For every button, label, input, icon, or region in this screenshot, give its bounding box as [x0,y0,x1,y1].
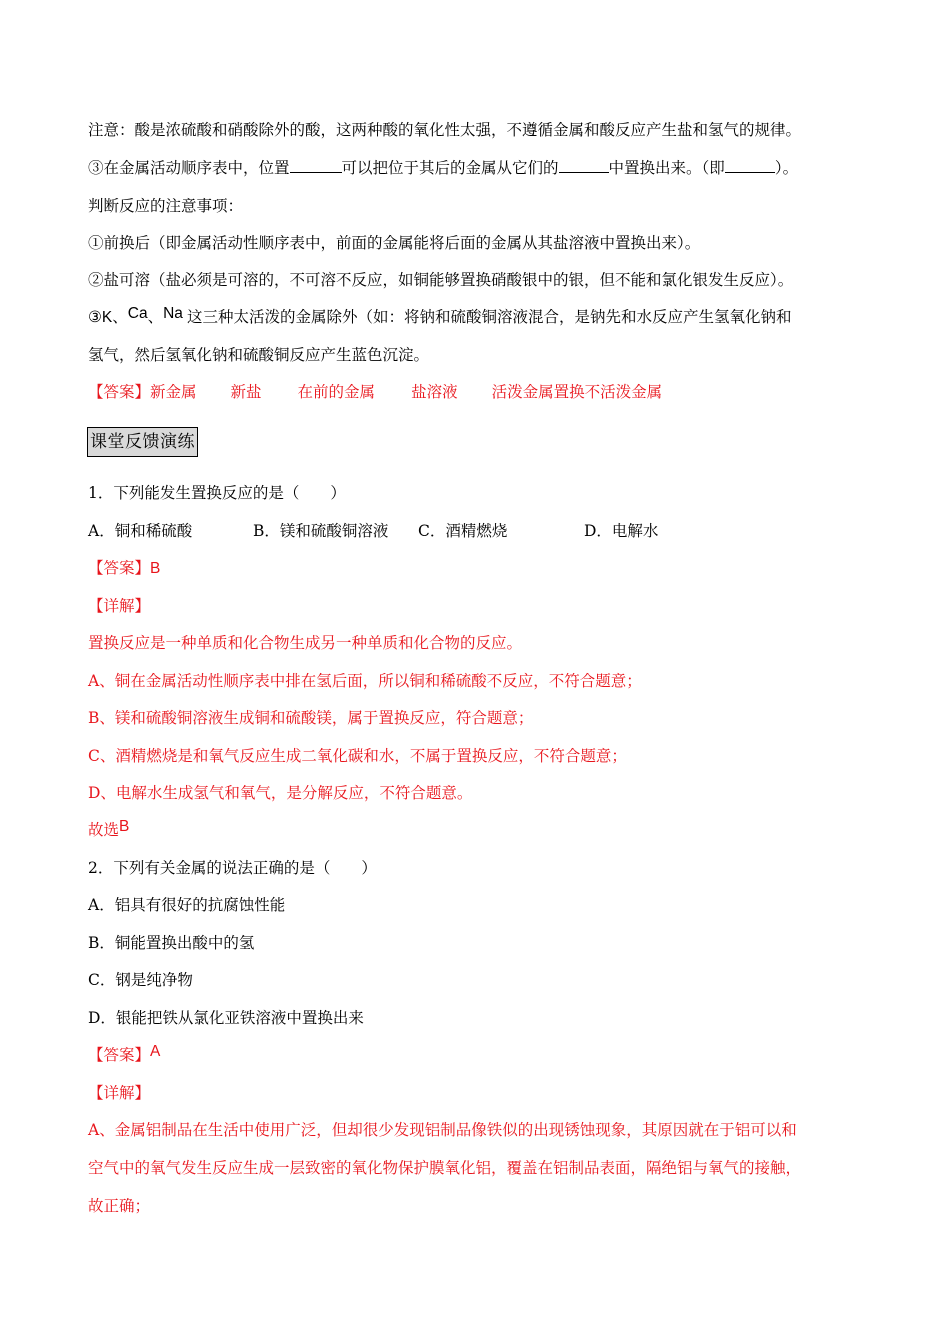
question-2-answer [88,1045,160,1066]
option-a: A．铜和稀硫酸 [88,522,193,540]
rule-3-text-3: 中置换出来。（即 [608,159,725,177]
circled-number: ③ [88,308,102,326]
judge-item-2: ②盐可溶（盐必须是可溶的，不可溶不反应，如铜能够置换硝酸银中的银，但不能和氯化银发生反应）。 [88,271,794,289]
fill-blank-3 [725,158,775,173]
rule-3-text-2: 可以把位于其后的金属从它们的 [341,159,559,177]
question-1-detail-line: B、镁和硫酸铜溶液生成铜和硫酸镁，属于置换反应，符合题意； [88,709,534,727]
question-1-stem: 1．下列能发生置换反应的是（ ） [88,484,346,502]
answer-tag: 【答案】 [88,383,151,401]
question-1-detail-tag: 【详解】 [88,597,151,615]
question-2-detail-line: 故正确； [88,1197,151,1215]
question-2-option-c: C．钢是纯净物 [88,971,193,989]
question-1-conclusion [88,820,129,841]
separator: 、 [112,308,128,326]
answer-letter: B [150,560,161,577]
element-ca: Ca [127,305,148,322]
answer-3: 在前的金属 [297,383,376,401]
question-2-detail-tag: 【详解】 [88,1084,151,1102]
fill-blank-2 [559,158,609,173]
element-na: Na [163,305,183,322]
answer-4: 盐溶液 [411,383,458,401]
question-1-detail-line: 置换反应是一种单质和化合物生成另一种单质和化合物的反应。 [88,634,523,652]
answer-tag: 【答案】 [88,559,151,577]
answer-5: 活泼金属置换不活泼金属 [491,383,663,401]
answer-tag: 【答案】 [88,1046,151,1064]
rule-3-line [88,158,798,178]
fill-blank-1 [290,158,342,173]
answer-1: 新金属 [150,383,197,401]
rule-3-text-4: ）。 [774,159,799,177]
rule-3-text-1: 在金属活动顺序表中，位置 [103,159,290,177]
section-title: 课堂反馈演练 [87,427,198,457]
answer-line [88,382,662,402]
question-1-detail-line: C、酒精燃烧是和氧气反应生成二氧化碳和水，不属于置换反应，不符合题意； [88,747,627,765]
question-1-detail-line: A、铜在金属活动性顺序表中排在氢后面，所以铜和稀硫酸不反应，不符合题意； [88,672,642,690]
answer-2: 新盐 [230,383,262,401]
option-b: B．镁和硫酸铜溶液 [253,522,389,540]
element-k: K [101,309,113,326]
question-2-stem: 2．下列有关金属的说法正确的是（ ） [88,859,377,877]
answer-letter: A [150,1043,161,1060]
judge-title: 判断反应的注意事项： [88,197,244,215]
question-2-option-a: A．铝具有很好的抗腐蚀性能 [88,896,286,914]
conclusion-text: 故选 [88,821,120,839]
circled-number: ③ [88,159,104,177]
conclusion-letter: B [119,818,130,835]
question-2-detail-line: 空气中的氧气发生反应生成一层致密的氧化物保护膜氧化铝，覆盖在铝制品表面，隔绝铝与氧气的接触， [88,1159,802,1177]
note-paragraph: 注意：酸是浓硫酸和硝酸除外的酸，这两种酸的氧化性太强，不遵循金属和酸反应产生盐和氢气的规律。 [88,121,802,139]
question-2-option-d: D．银能把铁从氯化亚铁溶液中置换出来 [88,1009,364,1027]
separator: 、 [147,308,164,326]
judge-item-3 [88,307,791,328]
option-c: C．酒精燃烧 [418,522,508,540]
question-2-option-b: B．铜能置换出酸中的氢 [88,934,255,952]
question-2-detail-line: A、金属铝制品在生活中使用广泛，但却很少发现铝制品像铁似的出现锈蚀现象，其原因就在于铝可以和 [88,1121,797,1139]
question-1-answer [88,558,160,579]
question-1-detail-line: D、电解水生成氢气和氧气，是分解反应，不符合题意。 [88,784,473,802]
judge-item-1: ①前换后（即金属活动性顺序表中，前面的金属能将后面的金属从其盐溶液中置换出来）。 [88,234,701,252]
option-d: D．电解水 [584,522,659,540]
judge-item-3-continued: 氢气，然后氢氧化钠和硫酸铜反应产生蓝色沉淀。 [88,346,430,364]
judge-item-3-text: 这三种太活泼的金属除外（如：将钠和硫酸铜溶液混合，是钠先和水反应产生氢氧化钠和 [186,308,792,326]
